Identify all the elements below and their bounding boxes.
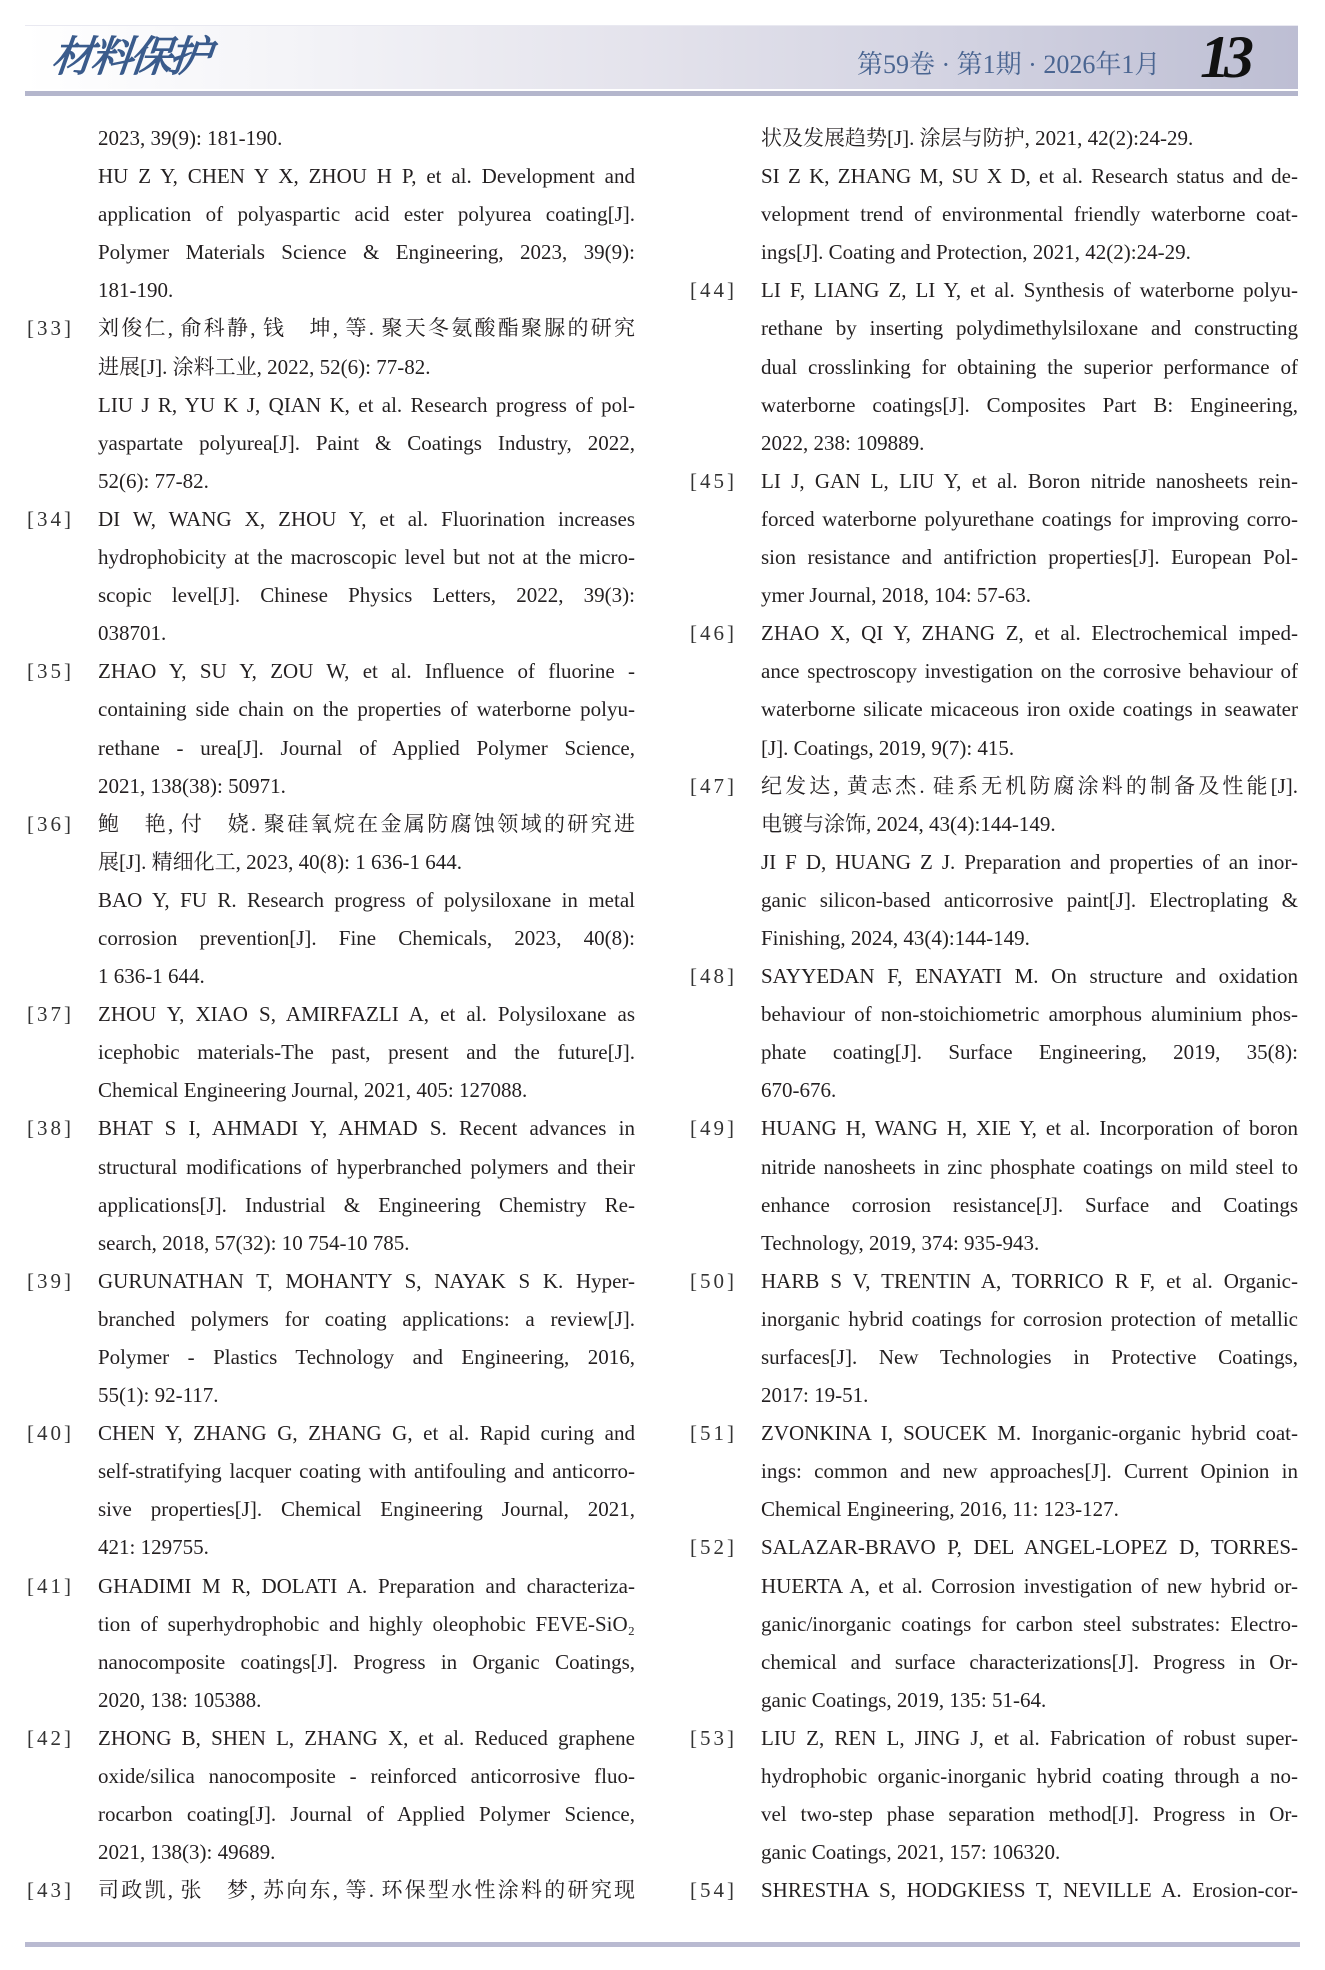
reference-line: forced waterborne polyurethane coatings for improving corro-: [761, 506, 1298, 531]
reference-line: 进展[J]. 涂料工业, 2022, 52(6): 77-82.: [98, 354, 431, 379]
reference-number: [48]: [690, 964, 737, 989]
reference-line: DI W, WANG X, ZHOU Y, et al. Fluorination increases: [98, 506, 635, 531]
reference-line: ganic Coatings, 2021, 157: 106320.: [761, 1840, 1061, 1865]
reference-entry: [27, 805, 635, 995]
reference-entry: [690, 1528, 1298, 1718]
reference-line: 038701.: [98, 621, 167, 646]
reference-line: 展[J]. 精细化工, 2023, 40(8): 1 636-1 644.: [98, 849, 462, 874]
reference-number: [33]: [27, 316, 74, 341]
reference-line: 181-190.: [98, 278, 174, 303]
reference-entry: [98, 119, 635, 309]
reference-line: ings: common and new approaches[J]. Current Opinion in: [761, 1459, 1298, 1484]
reference-number: [45]: [690, 468, 737, 493]
reference-line: LIU J R, YU K J, QIAN K, et al. Research progress of pol-: [98, 392, 635, 417]
reference-number: [37]: [27, 1002, 74, 1027]
reference-line: 421: 129755.: [98, 1535, 209, 1560]
issue-info: 第59卷 · 第1期 · 2026年1月: [857, 50, 1161, 79]
reference-line: Chemical Engineering, 2016, 11: 123-127.: [761, 1497, 1119, 1522]
reference-line: HARB S V, TRENTIN A, TORRICO R F, et al. Organic-: [761, 1268, 1298, 1293]
reference-line: ZHAO X, QI Y, ZHANG Z, et al. Electrochemical imped-: [761, 621, 1298, 646]
reference-line: application of polyaspartic acid ester polyurea coating[J].: [98, 202, 635, 227]
reference-entry: [690, 1719, 1298, 1871]
reference-line: SHRESTHA S, HODGKIESS T, NEVILLE A. Erosion-cor-: [761, 1878, 1298, 1903]
reference-line: ings[J]. Coating and Protection, 2021, 42(2):24-29.: [761, 240, 1191, 265]
left-column-references: [27, 119, 635, 1909]
reference-line: GHADIMI M R, DOLATI A. Preparation and characteriza-: [98, 1573, 635, 1598]
reference-line: waterborne coatings[J]. Composites Part B: Engineering,: [761, 392, 1298, 417]
reference-line: branched polymers for coating applications: a review[J].: [98, 1306, 635, 1331]
reference-line: HU Z Y, CHEN Y X, ZHOU H P, et al. Development and: [98, 164, 635, 189]
reference-entry: [690, 1414, 1298, 1528]
reference-line: 司政凯, 张 梦, 苏向东, 等. 环保型水性涂料的研究现: [98, 1878, 635, 1903]
reference-line: LIU Z, REN L, JING J, et al. Fabrication of robust super-: [761, 1725, 1298, 1750]
reference-line: sive properties[J]. Chemical Engineering Journal, 2021,: [98, 1497, 635, 1522]
reference-line: icephobic materials-The past, present and the future[J].: [98, 1040, 635, 1065]
reference-line: hydrophobicity at the macroscopic level but not at the micro-: [98, 545, 635, 570]
reference-entry: [690, 767, 1298, 957]
reference-line: 2023, 39(9): 181-190.: [98, 126, 283, 150]
reference-line: hydrophobic organic-inorganic hybrid coating through a no-: [761, 1764, 1298, 1789]
reference-number: [52]: [690, 1535, 737, 1560]
reference-number: [51]: [690, 1421, 737, 1446]
reference-entry: [27, 1719, 635, 1871]
reference-number: [43]: [27, 1878, 74, 1903]
reference-line: [J]. Coatings, 2019, 9(7): 415.: [761, 735, 1015, 760]
reference-number: [47]: [690, 773, 737, 798]
reference-line: corrosion prevention[J]. Fine Chemicals, 2023, 40(8):: [98, 925, 635, 950]
reference-line: dual crosslinking for obtaining the superior performance of: [761, 354, 1298, 379]
reference-line: ganic Coatings, 2019, 135: 51-64.: [761, 1687, 1047, 1712]
reference-line: structural modifications of hyperbranched polymers and their: [98, 1154, 635, 1179]
reference-line: 2021, 138(38): 50971.: [98, 773, 286, 798]
reference-line: vel two-step phase separation method[J]. Progress in Or-: [761, 1802, 1298, 1827]
reference-line: yaspartate polyurea[J]. Paint & Coatings Industry, 2022,: [98, 430, 635, 455]
reference-line: 状及发展趋势[J]. 涂层与防护, 2021, 42(2):24-29.: [761, 126, 1194, 150]
reference-line: LI J, GAN L, LIU Y, et al. Boron nitride nanosheets rein-: [761, 468, 1298, 493]
reference-line: SI Z K, ZHANG M, SU X D, et al. Research status and de-: [761, 164, 1298, 189]
reference-line: ZHOU Y, XIAO S, AMIRFAZLI A, et al. Polysiloxane as: [98, 1002, 635, 1027]
reference-entry: [690, 1262, 1298, 1414]
reference-entry: [27, 1109, 635, 1261]
reference-line: BAO Y, FU R. Research progress of polysiloxane in metal: [98, 887, 635, 912]
reference-line: nitride nanosheets in zinc phosphate coatings on mild steel to: [761, 1154, 1298, 1179]
reference-line: scopic level[J]. Chinese Physics Letters, 2022, 39(3):: [98, 583, 635, 608]
reference-number: [40]: [27, 1421, 74, 1446]
footer-rule: [25, 1942, 1300, 1947]
reference-line: nanocomposite coatings[J]. Progress in Organic Coatings,: [98, 1649, 635, 1674]
header-rule: [25, 91, 1298, 96]
reference-entry: [690, 462, 1298, 614]
reference-entry: [27, 500, 635, 652]
reference-line: sion resistance and antifriction properties[J]. European Pol-: [761, 545, 1298, 570]
reference-entry: [27, 1871, 635, 1909]
reference-number: [35]: [27, 659, 74, 684]
reference-entry: [690, 271, 1298, 461]
reference-line: self-stratifying lacquer coating with antifouling and anticorro-: [98, 1459, 635, 1484]
reference-line: 2020, 138: 105388.: [98, 1687, 262, 1712]
reference-number: [34]: [27, 506, 74, 531]
reference-line: 鲍 艳, 付 娆. 聚硅氧烷在金属防腐蚀领域的研究进: [98, 811, 635, 836]
reference-number: [50]: [690, 1268, 737, 1293]
reference-entry: [27, 995, 635, 1109]
reference-line: ZHONG B, SHEN L, ZHANG X, et al. Reduced graphene: [98, 1725, 635, 1750]
reference-line: 纪发达, 黄志杰. 硅系无机防腐涂料的制备及性能[J].: [761, 773, 1298, 798]
reference-number: [41]: [27, 1573, 74, 1598]
reference-line: 670-676.: [761, 1078, 837, 1103]
reference-line: velopment trend of environmental friendly waterborne coat-: [761, 202, 1298, 227]
reference-entry: [690, 614, 1298, 766]
reference-entry: [690, 957, 1298, 1109]
reference-line: 2017: 19-51.: [761, 1383, 869, 1408]
reference-line: LI F, LIANG Z, LI Y, et al. Synthesis of waterborne polyu-: [761, 278, 1298, 303]
reference-line: Polymer - Plastics Technology and Engineering, 2016,: [98, 1345, 635, 1369]
reference-number: [36]: [27, 811, 74, 836]
reference-line: surfaces[J]. New Technologies in Protective Coatings,: [761, 1345, 1298, 1369]
reference-line: waterborne silicate micaceous iron oxide coatings in seawater: [761, 697, 1298, 722]
reference-number: [42]: [27, 1725, 74, 1750]
reference-line: search, 2018, 57(32): 10 754-10 785.: [98, 1230, 410, 1255]
reference-entry: [27, 1262, 635, 1414]
reference-line: 55(1): 92-117.: [98, 1383, 219, 1408]
reference-line: ance spectroscopy investigation on the corrosive behaviour of: [761, 659, 1298, 684]
right-column-references: [690, 119, 1298, 1909]
reference-line: 电镀与涂饰, 2024, 43(4):144-149.: [761, 811, 1056, 836]
reference-line: HUANG H, WANG H, XIE Y, et al. Incorporation of boron: [761, 1116, 1298, 1141]
reference-entry: [27, 652, 635, 804]
reference-entry: [27, 309, 635, 499]
reference-line: rethane - urea[J]. Journal of Applied Polymer Science,: [98, 735, 635, 760]
reference-entry: [27, 1567, 635, 1719]
reference-line: rethane by inserting polydimethylsiloxane and constructing: [761, 316, 1298, 341]
reference-line: rocarbon coating[J]. Journal of Applied Polymer Science,: [98, 1802, 635, 1827]
reference-line: applications[J]. Industrial & Engineering Chemistry Re-: [98, 1192, 635, 1217]
reference-line: Finishing, 2024, 43(4):144-149.: [761, 925, 1030, 950]
reference-line: ganic silicon-based anticorrosive paint[J]. Electroplating &: [761, 887, 1298, 912]
reference-line: 1 636-1 644.: [98, 964, 205, 989]
reference-line: chemical and surface characterizations[J]. Progress in Or-: [761, 1649, 1298, 1674]
reference-line: GURUNATHAN T, MOHANTY S, NAYAK S K. Hyper-: [98, 1268, 635, 1293]
reference-number: [39]: [27, 1268, 74, 1293]
reference-line: Technology, 2019, 374: 935-943.: [761, 1230, 1040, 1255]
reference-line: JI F D, HUANG Z J. Preparation and properties of an inor-: [761, 849, 1298, 874]
reference-line: inorganic hybrid coatings for corrosion protection of metallic: [761, 1306, 1298, 1331]
reference-line: 2021, 138(3): 49689.: [98, 1840, 276, 1865]
reference-number: [49]: [690, 1116, 737, 1141]
reference-line: enhance corrosion resistance[J]. Surface and Coatings: [761, 1192, 1298, 1217]
reference-entry: [761, 119, 1298, 271]
reference-line: containing side chain on the properties of waterborne polyu-: [98, 697, 635, 722]
reference-line: ganic/inorganic coatings for carbon steel substrates: Electro-: [761, 1611, 1298, 1636]
reference-line: ZHAO Y, SU Y, ZOU W, et al. Influence of fluorine -: [98, 659, 635, 684]
reference-entry: [690, 1109, 1298, 1261]
reference-line: ZVONKINA I, SOUCEK M. Inorganic-organic hybrid coat-: [761, 1421, 1298, 1446]
reference-line: oxide/silica nanocomposite - reinforced anticorrosive fluo-: [98, 1764, 635, 1789]
reference-line: HUERTA A, et al. Corrosion investigation of new hybrid or-: [761, 1573, 1298, 1598]
reference-line: SAYYEDAN F, ENAYATI M. On structure and oxidation: [761, 964, 1298, 989]
reference-line: Polymer Materials Science & Engineering, 2023, 39(9):: [98, 240, 635, 265]
reference-number: [46]: [690, 621, 737, 646]
reference-number: [54]: [690, 1878, 737, 1903]
reference-line: phate coating[J]. Surface Engineering, 2019, 35(8):: [761, 1040, 1298, 1065]
reference-line: 2022, 238: 109889.: [761, 430, 925, 455]
reference-line: 刘俊仁, 俞科静, 钱 坤, 等. 聚天冬氨酸酯聚脲的研究: [98, 316, 635, 341]
reference-line: 52(6): 77-82.: [98, 468, 209, 493]
reference-line: BHAT S I, AHMADI Y, AHMAD S. Recent advances in: [98, 1116, 635, 1141]
journal-logo: 材料保护: [49, 32, 211, 81]
reference-line: ymer Journal, 2018, 104: 57-63.: [761, 583, 1032, 608]
reference-line: behaviour of non-stoichiometric amorphous aluminium phos-: [761, 1002, 1298, 1027]
reference-number: [44]: [690, 278, 737, 303]
reference-number: [53]: [690, 1725, 737, 1750]
reference-line: Chemical Engineering Journal, 2021, 405: 127088.: [98, 1078, 528, 1103]
reference-entry: [27, 1414, 635, 1566]
reference-number: [38]: [27, 1116, 74, 1141]
reference-line: SALAZAR-BRAVO P, DEL ANGEL-LOPEZ D, TORRES-: [761, 1535, 1298, 1560]
page-number: 13: [1200, 24, 1248, 90]
reference-entry: [690, 1871, 1298, 1909]
reference-line: tion of superhydrophobic and highly oleophobic FEVE-SiO₂: [98, 1611, 635, 1636]
reference-line: CHEN Y, ZHANG G, ZHANG G, et al. Rapid curing and: [98, 1421, 635, 1446]
